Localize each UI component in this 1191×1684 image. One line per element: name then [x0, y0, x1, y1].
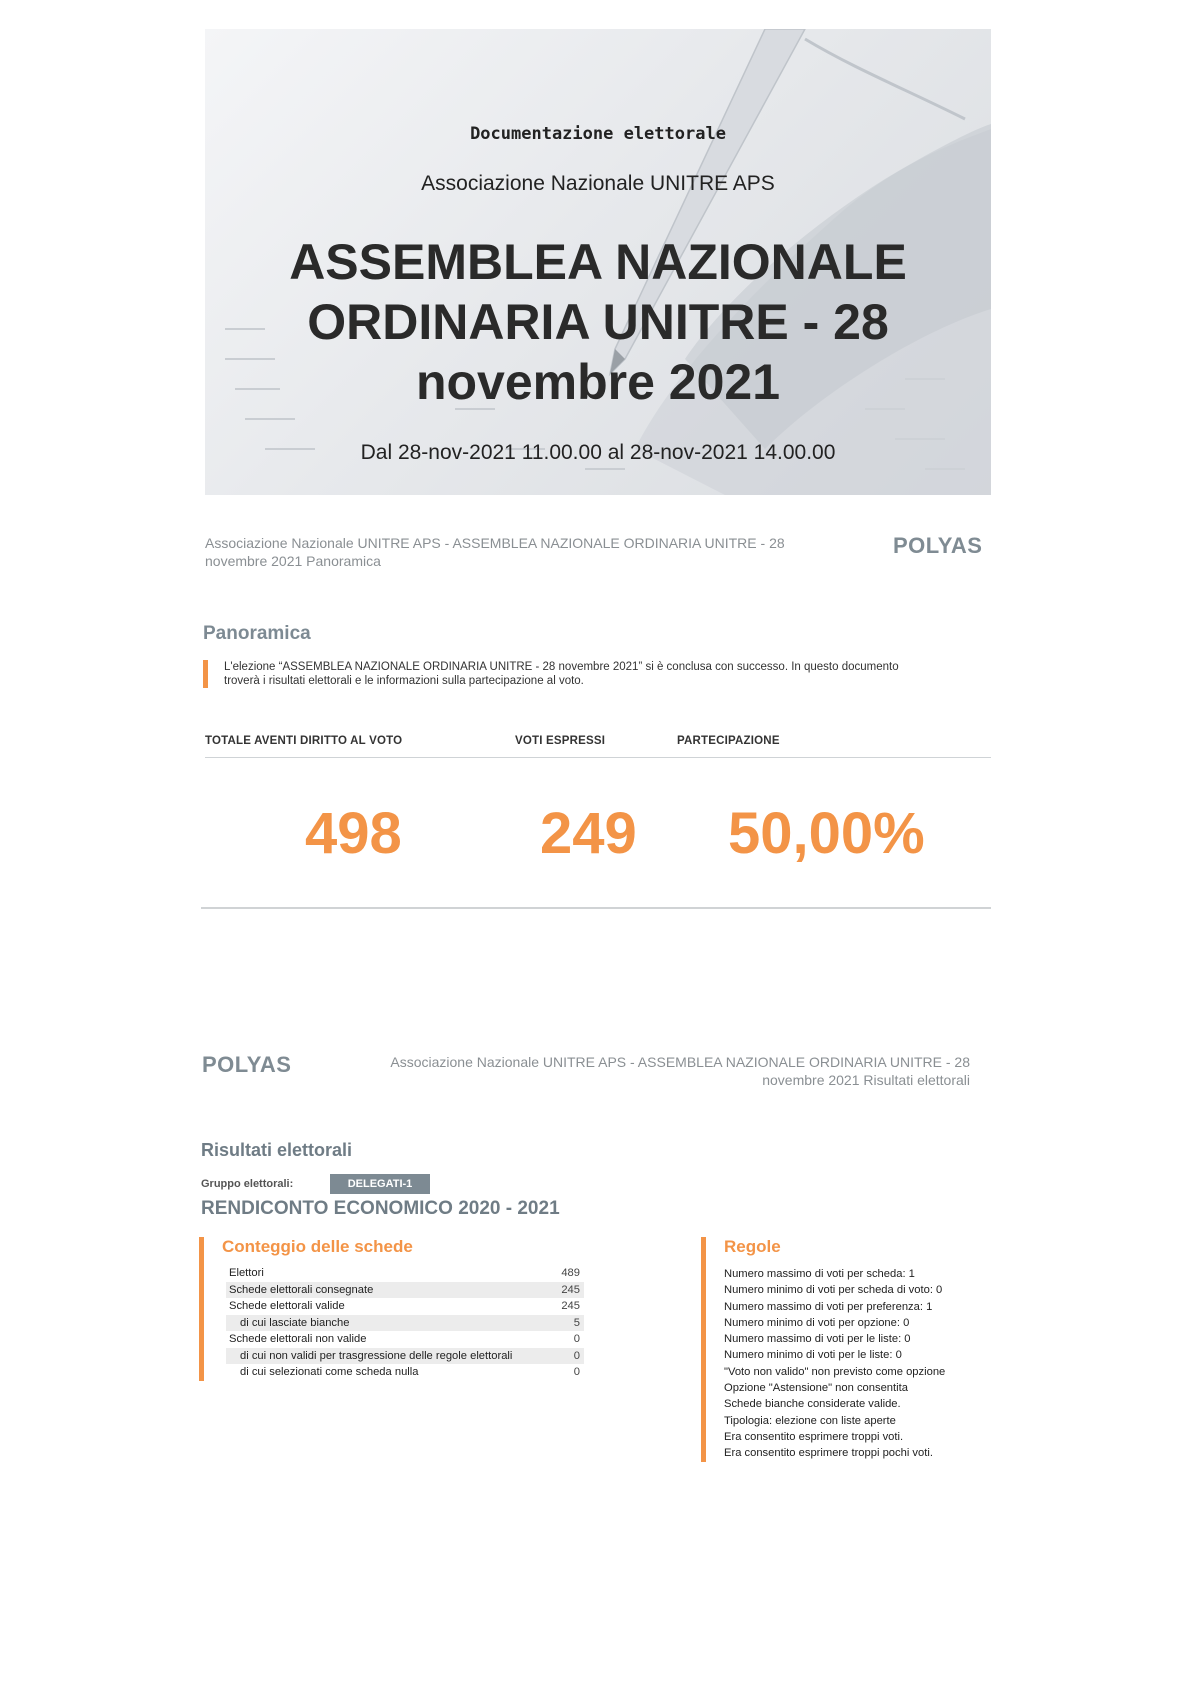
list-item: Tipologia: elezione con liste aperte: [724, 1414, 896, 1427]
ballot-subtitle: RENDICONTO ECONOMICO 2020 - 2021: [201, 1198, 560, 1219]
list-item: Numero massimo di voti per scheda: 1: [724, 1268, 915, 1280]
row-value: 0: [573, 1333, 580, 1345]
participation-value: 50,00%: [728, 801, 925, 866]
list-item: Numero massimo di voti per preferenza: 1: [724, 1300, 933, 1313]
ballot-count-table: [226, 1265, 584, 1381]
participation-label: PARTECIPAZIONE: [677, 735, 780, 747]
note-line: troverà i risultati elettorali e le informazioni sulla partecipazione al voto.: [224, 675, 584, 687]
list-item: "Voto non valido" non previsto come opzione: [724, 1365, 946, 1378]
cover-dates: Dal 28-nov-2021 11.00.00 al 28-nov-2021 14.00.00: [360, 441, 836, 464]
note-line: L'elezione “ASSEMBLEA NAZIONALE ORDINARIA UNITRE - 28 novembre 2021” si è conclusa con successo. In questo documento: [224, 661, 899, 673]
row-value: 0: [573, 1366, 580, 1378]
cover-kicker: Documentazione elettorale: [470, 124, 726, 144]
list-item: Numero minimo di voti per le liste: 0: [724, 1349, 902, 1362]
table-row: [226, 1265, 584, 1282]
row-value: 0: [573, 1349, 580, 1362]
cover-banner: [205, 29, 991, 495]
cover-title-line: ASSEMBLEA NAZIONALE: [289, 234, 907, 290]
page-header-text: [205, 534, 865, 570]
row-label: Schede elettorali non valide: [229, 1333, 367, 1345]
section-title-risultati: Risultati elettorali: [201, 1140, 353, 1160]
list-item: Schede bianche considerate valide.: [724, 1398, 901, 1411]
row-label: Elettori: [229, 1267, 264, 1279]
row-label: di cui selezionati come scheda nulla: [240, 1366, 419, 1378]
row-label: Schede elettorali valide: [229, 1300, 345, 1312]
electoral-group-badge: DELEGATI-1: [330, 1174, 430, 1194]
list-item: Opzione "Astensione" non consentita: [724, 1382, 908, 1395]
list-item: Era consentito esprimere troppi voti.: [724, 1430, 904, 1443]
list-item: Numero massimo di voti per le liste: 0: [724, 1333, 911, 1346]
list-item: Era consentito esprimere troppi pochi voti.: [724, 1447, 933, 1460]
page-header-line: novembre 2021 Risultati elettorali: [762, 1072, 970, 1088]
cover-title-line: novembre 2021: [415, 354, 781, 410]
row-value: 5: [573, 1316, 580, 1329]
divider: [201, 907, 991, 909]
row-value: 245: [561, 1283, 580, 1296]
list-item: Numero minimo di voti per scheda di voto: 0: [724, 1284, 943, 1297]
ballot-count-panel: [199, 1237, 589, 1381]
row-label: Schede elettorali consegnate: [229, 1283, 374, 1296]
row-value: 245: [561, 1300, 580, 1312]
table-row: [226, 1315, 584, 1332]
rules-panel: [701, 1237, 996, 1462]
rules-title: Regole: [724, 1237, 781, 1256]
table-row: [226, 1298, 584, 1315]
votes-cast-value: 249: [540, 801, 637, 866]
row-value: 489: [561, 1267, 580, 1279]
table-row: [226, 1282, 584, 1299]
votes-cast-label: VOTI ESPRESSI: [515, 735, 606, 747]
cover-title: [225, 232, 971, 412]
success-note: [203, 660, 1004, 688]
electoral-group-label: Gruppo elettorali:: [201, 1178, 294, 1190]
polyas-logo: POLYAS: [893, 533, 983, 558]
eligible-voters-label: TOTALE AVENTI DIRITTO AL VOTO: [205, 735, 403, 747]
table-row: [226, 1331, 584, 1348]
page-header-line: novembre 2021 Panoramica: [205, 553, 381, 569]
divider: [205, 757, 991, 758]
page-header-text: [320, 1053, 970, 1089]
cover-organization: Associazione Nazionale UNITRE APS: [421, 172, 775, 195]
table-row: [226, 1364, 584, 1381]
page-header-line: Associazione Nazionale UNITRE APS - ASSEMBLEA NAZIONALE ORDINARIA UNITRE - 28: [205, 535, 785, 551]
ballot-count-title: Conteggio delle schede: [222, 1237, 413, 1256]
row-label: di cui non validi per trasgressione delle regole elettorali: [240, 1349, 513, 1362]
list-item: Numero minimo di voti per opzione: 0: [724, 1316, 910, 1329]
eligible-voters-value: 498: [305, 801, 402, 866]
section-title-panoramica: Panoramica: [203, 623, 311, 644]
polyas-logo: POLYAS: [202, 1052, 292, 1077]
cover-title-line: ORDINARIA UNITRE - 28: [307, 294, 889, 350]
row-label: di cui lasciate bianche: [240, 1316, 350, 1329]
table-row: [226, 1348, 584, 1365]
rules-list: [724, 1266, 994, 1462]
page-header-line: Associazione Nazionale UNITRE APS - ASSEMBLEA NAZIONALE ORDINARIA UNITRE - 28: [390, 1054, 970, 1070]
